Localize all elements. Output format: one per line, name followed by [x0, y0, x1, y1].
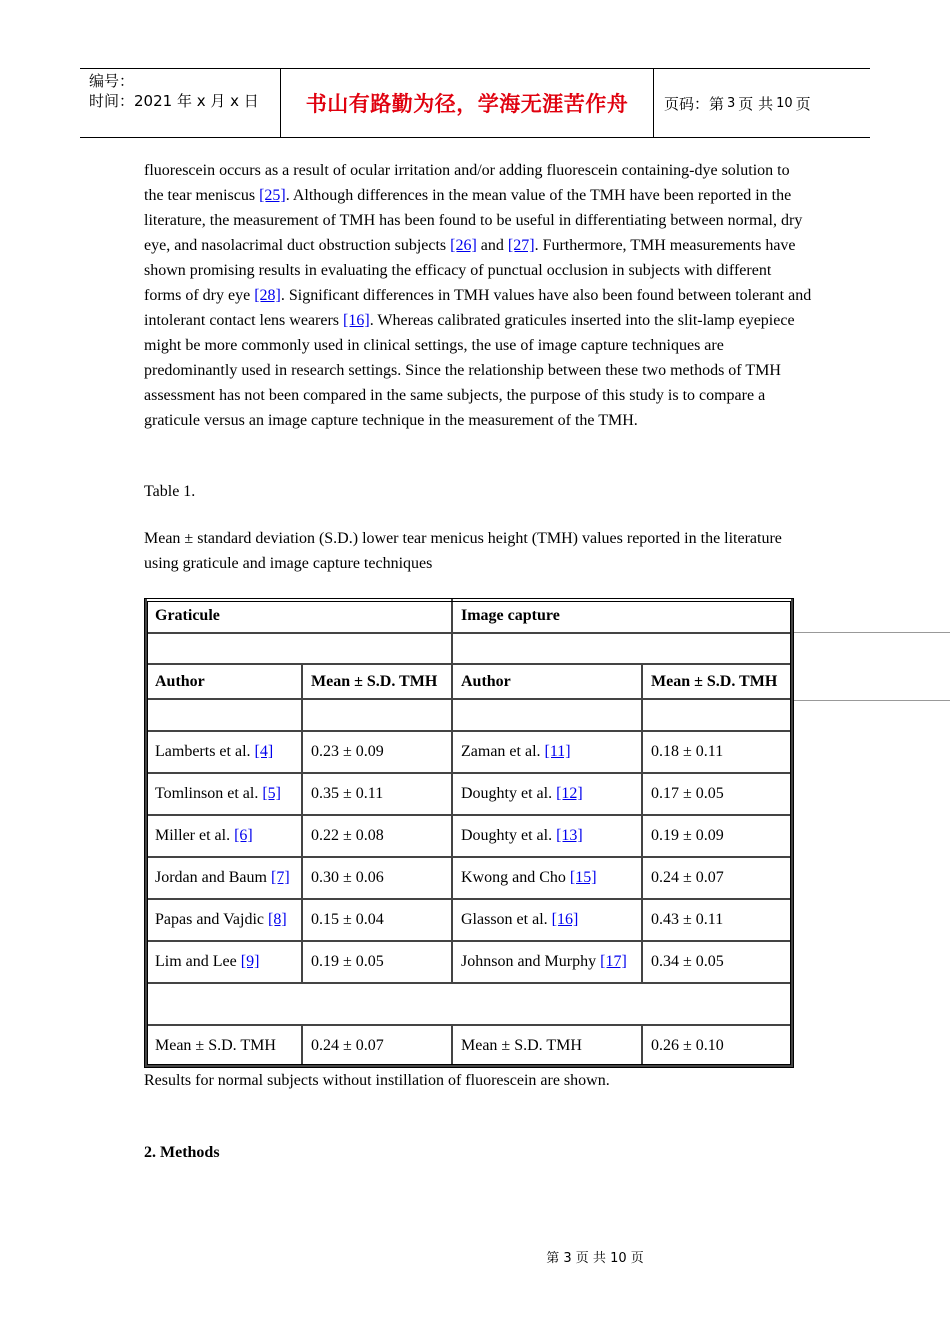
ref-link-28[interactable]: [28] [254, 287, 281, 304]
table-row [145, 858, 793, 900]
table-note: Results for normal subjects without instillation of fluorescein are shown. [144, 1072, 610, 1089]
footer-total: 10 [610, 1251, 627, 1266]
column-header-row [145, 665, 793, 700]
tmh-table-wrapper [144, 598, 794, 1068]
summary-value-right: 0.26 ± 0.10 [643, 1026, 793, 1067]
table-row [145, 774, 793, 816]
page-current: 3 [727, 95, 736, 111]
col-author-left: Author [145, 665, 303, 700]
footer-mid: 页 共 [575, 1251, 606, 1266]
mean-cell: 0.15 ± 0.04 [303, 900, 453, 942]
intro-text-3: and [476, 237, 508, 254]
ref-link-5[interactable]: [5] [262, 785, 281, 802]
ref-link-17[interactable]: [17] [600, 953, 627, 970]
ref-link-9[interactable]: [9] [240, 953, 260, 970]
table-label: Table 1. [144, 483, 196, 500]
stray-rule-1 [792, 632, 950, 633]
header-motto-cell [281, 69, 654, 137]
blank-cell [145, 984, 793, 1026]
blank-row [145, 984, 793, 1026]
ref-link-16-table[interactable]: [16] [551, 911, 579, 928]
mean-cell: 0.24 ± 0.07 [643, 858, 793, 900]
mean-cell: 0.19 ± 0.05 [303, 942, 453, 984]
author-cell: Lamberts et al. [155, 743, 255, 760]
mean-cell: 0.23 ± 0.09 [303, 732, 453, 774]
page-header [80, 68, 870, 138]
col-mean-right: Mean ± S.D. TMH [643, 665, 793, 700]
group-graticule: Graticule [145, 599, 453, 634]
footer-prefix: 第 [546, 1251, 560, 1266]
table-row [145, 942, 793, 984]
mean-cell: 0.22 ± 0.08 [303, 816, 453, 858]
author-cell: Papas and Vajdic [155, 911, 269, 928]
blank-cell [145, 700, 303, 732]
summary-row [145, 1026, 793, 1067]
author-cell: Miller et al. [155, 827, 235, 844]
ref-link-11[interactable]: [11] [544, 743, 571, 760]
page-suffix: 页 [795, 94, 811, 113]
summary-label-left: Mean ± S.D. TMH [145, 1026, 303, 1067]
ref-link-12[interactable]: [12] [556, 785, 583, 802]
col-mean-left: Mean ± S.D. TMH [303, 665, 453, 700]
mean-cell: 0.34 ± 0.05 [643, 942, 793, 984]
ref-link-26[interactable]: [26] [450, 237, 477, 254]
page-prefix: 页码：第 [664, 94, 725, 113]
author-cell: Kwong and Cho [461, 869, 570, 886]
author-cell: Zaman et al. [461, 743, 545, 760]
blank-cell [453, 700, 643, 732]
intro-text-4: . Furthermore, TMH measurements have shown promising results in evaluating the efficacy of punctual occlusion in subjects with different forms of dry eye [144, 237, 796, 304]
footer-suffix: 页 [630, 1251, 644, 1266]
intro-text-2: . Although differences in the mean value of the TMH have been reported in the literature, the measurement of TMH has been found to be useful in differentiating between normal, dry eye, and nasolacrimal duct obstruction subjects [144, 187, 803, 254]
header-motto: 书山有路勤为径，学海无涯苦作舟 [305, 92, 629, 116]
stray-rule-2 [792, 700, 950, 701]
mean-cell: 0.30 ± 0.06 [303, 858, 453, 900]
intro-text-6: . Whereas calibrated graticules inserted into the slit-lamp eyepiece might be more commonly used in clinical settings, the use of image capture techniques are predominantly used in research settings. Since the relationship between these two methods of TMH assessment has not been compared in the same subjects, the purpose of this study is to compare a graticule versus an image capture technique in the measurement of the TMH. [144, 312, 795, 429]
mean-cell: 0.18 ± 0.11 [643, 732, 793, 774]
author-cell: Lim and Lee [155, 953, 241, 970]
page-total: 10 [776, 95, 793, 111]
blank-cell [643, 700, 793, 732]
author-cell: Tomlinson et al. [155, 785, 263, 802]
author-cell: Johnson and Murphy [461, 953, 601, 970]
ref-link-4[interactable]: [4] [254, 743, 274, 760]
blank-row [145, 634, 793, 665]
mean-cell: 0.43 ± 0.11 [643, 900, 793, 942]
group-header-row [145, 599, 793, 634]
group-image-capture: Image capture [453, 599, 793, 634]
table-row [145, 732, 793, 774]
table-caption: Mean ± standard deviation (S.D.) lower tear menicus height (TMH) values reported in the literature using graticule and image capture techniques [144, 530, 782, 572]
header-page-info [654, 69, 870, 137]
section-heading-methods: 2. Methods [144, 1144, 220, 1161]
ref-link-7[interactable]: [7] [270, 869, 290, 886]
page-footer [0, 1247, 950, 1266]
date-label: 时间：2021 年 x 月 x 日 [89, 92, 259, 110]
author-cell: Doughty et al. [461, 785, 557, 802]
mean-cell: 0.19 ± 0.09 [643, 816, 793, 858]
ref-link-16[interactable]: [16] [343, 312, 370, 329]
ref-link-25[interactable]: [25] [259, 187, 286, 204]
table-row [145, 816, 793, 858]
author-cell: Glasson et al. [461, 911, 552, 928]
summary-value-left: 0.24 ± 0.07 [303, 1026, 453, 1067]
mean-cell: 0.35 ± 0.11 [303, 774, 453, 816]
tmh-table [144, 598, 794, 1068]
footer-current: 3 [563, 1251, 572, 1266]
serial-number-label: 编号： [89, 72, 135, 90]
page-mid: 页 共 [738, 94, 774, 113]
ref-link-27[interactable]: [27] [507, 237, 535, 254]
author-cell: Doughty et al. [461, 827, 557, 844]
blank-cell [453, 634, 793, 665]
ref-link-6[interactable]: [6] [234, 827, 253, 844]
ref-link-13[interactable]: [13] [556, 827, 583, 844]
header-meta [80, 69, 281, 137]
author-cell: Jordan and Baum [155, 869, 271, 886]
blank-cell [303, 700, 453, 732]
blank-cell [145, 634, 453, 665]
intro-text-5: . Significant differences in TMH values have also been found between tolerant and intolerant contact lens wearers [144, 287, 812, 329]
blank-row [145, 700, 793, 732]
intro-paragraph [144, 158, 812, 433]
ref-link-15[interactable]: [15] [569, 869, 597, 886]
intro-text-1: fluorescein occurs as a result of ocular irritation and/or adding fluorescein containing-dye solution to the tear meniscus [144, 162, 790, 204]
summary-label-right: Mean ± S.D. TMH [453, 1026, 643, 1067]
table-row [145, 900, 793, 942]
ref-link-8[interactable]: [8] [268, 911, 287, 928]
col-author-right: Author [453, 665, 643, 700]
mean-cell: 0.17 ± 0.05 [643, 774, 793, 816]
